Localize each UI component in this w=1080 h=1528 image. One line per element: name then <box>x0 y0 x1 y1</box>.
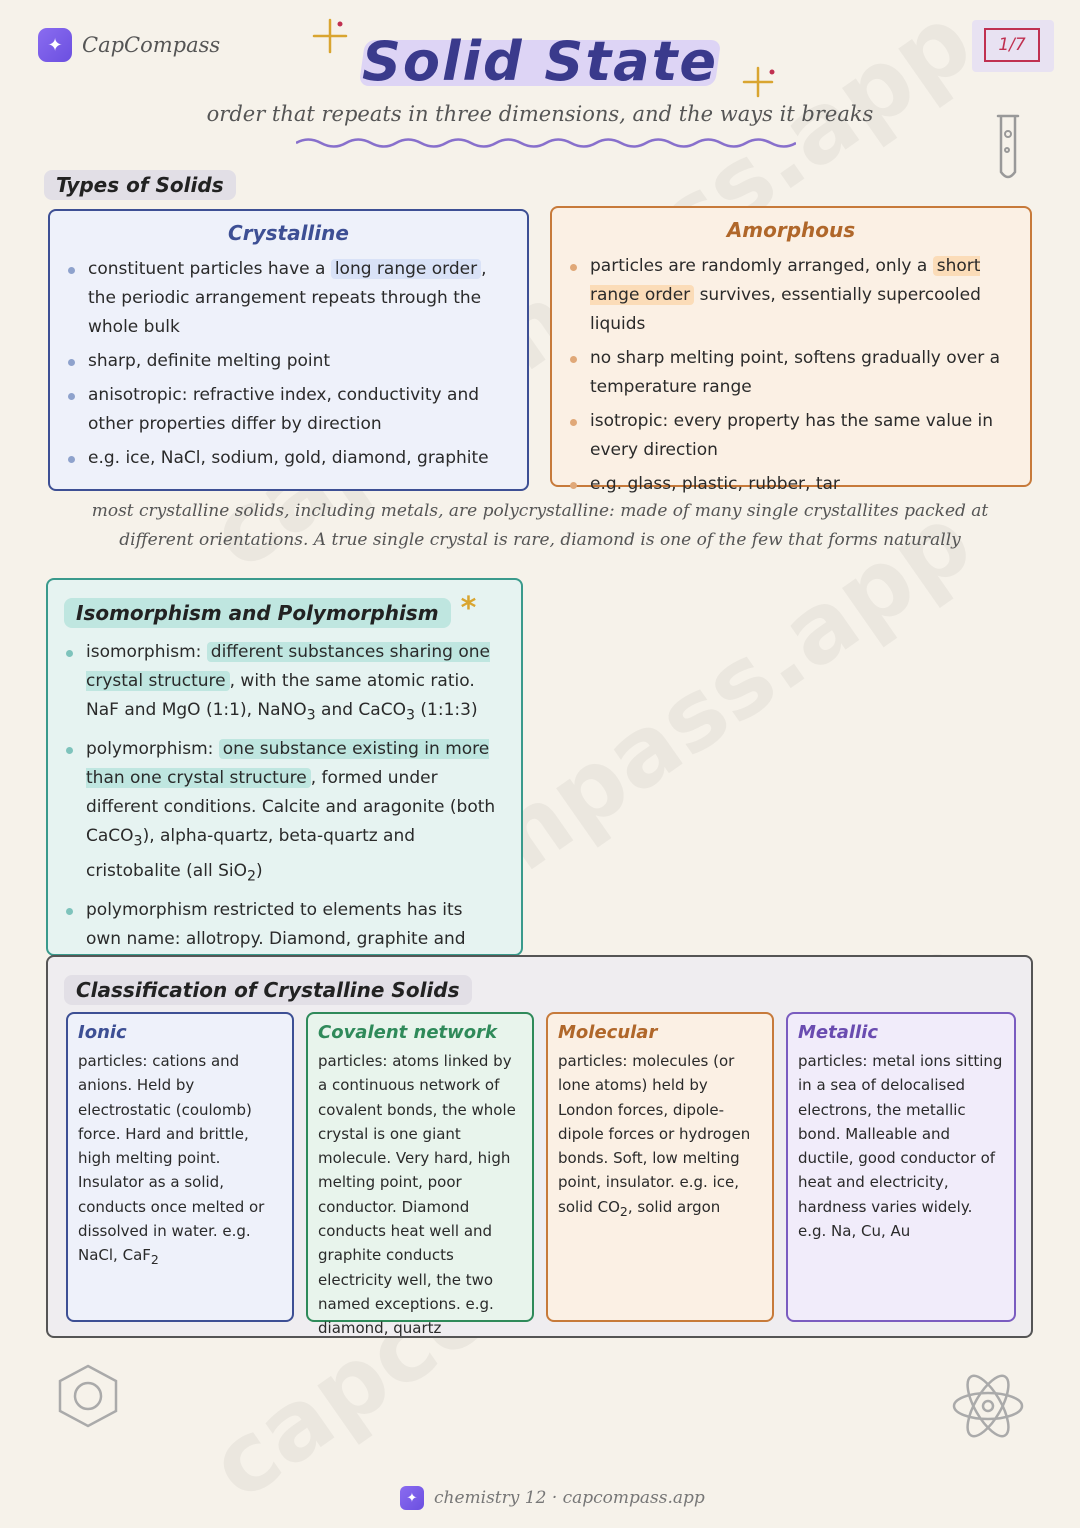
covalent-card <box>306 1012 534 1338</box>
list-item: anisotropic: refractive index, conductivity and other properties differ by direction <box>66 381 511 439</box>
list-item: e.g. ice, NaCl, sodium, gold, diamond, graphite <box>66 444 511 473</box>
covalent-title: Covalent network <box>318 1022 497 1043</box>
iso-list <box>64 638 503 983</box>
list-item: isotropic: every property has the same value in every direction <box>568 407 1014 465</box>
brand-name: CapCompass <box>82 33 221 57</box>
polycrystalline-note: most crystalline solids, including metals, are polycrystalline: made of many single crystallites packed at different orientations. A true single crystal is rare, diamond is one of the few that forms naturally <box>91 501 989 550</box>
metallic-text: particles: metal ions sitting in a sea of delocalised electrons, the metallic bond. Malleable and ductile, good conductor of heat and electricity, hardness varies widely. e.g. Na, Cu, Au <box>798 1052 1003 1241</box>
compass-icon: ✦ <box>400 1486 424 1510</box>
iso-card <box>46 578 523 956</box>
molecular-card <box>546 1012 774 1322</box>
ionic-title: Ionic <box>78 1022 127 1043</box>
list-item: constituent particles have a long range order , the periodic arrangement repeats through the whole bulk <box>66 255 511 342</box>
list-item: particles are randomly arranged, only a short range order survives, essentially supercooled liquids <box>568 252 1014 339</box>
iso-header <box>64 591 503 628</box>
molecular-title: Molecular <box>558 1022 658 1043</box>
page-number-badge: 1/7 <box>972 20 1054 72</box>
sparkle-icon <box>310 16 350 56</box>
star-icon: * <box>460 591 477 626</box>
footer[interactable] <box>400 1486 705 1510</box>
brand[interactable] <box>38 28 220 62</box>
ionic-card <box>66 1012 294 1322</box>
amorphous-title: Amorphous <box>726 218 856 242</box>
list-item: no sharp melting point, softens gradually over a temperature range <box>568 344 1014 402</box>
sparkle-icon <box>740 62 780 102</box>
covalent-text: particles: atoms linked by a continuous network of covalent bonds, the whole crystal is one giant molecule. Very hard, high melting point, poor conductor. Diamond conducts heat well and graphite conducts electricity well, the two named exceptions. e.g. diamond, quartz <box>318 1052 516 1338</box>
hexagon-icon <box>56 1362 120 1430</box>
list-item: isomorphism: different substances sharing one crystal structure , with the same atomic ratio. NaF and MgO (1:1), NaNO$_3$ and CaCO$_3$ (1:1:3) <box>64 638 503 730</box>
metallic-card <box>786 1012 1016 1322</box>
test-tube-icon <box>990 110 1026 184</box>
crystalline-title: Crystalline <box>228 221 349 245</box>
section-tag-classification: Classification of Crystalline Solids <box>64 975 472 1005</box>
amorphous-card <box>550 206 1032 494</box>
crystalline-list <box>66 255 511 473</box>
amorphous-list <box>568 252 1014 499</box>
molecular-text: particles: molecules (or lone atoms) held by London forces, dipole-dipole forces or hydrogen bonds. Soft, low melting point, insulator. e.g. ice, solid $CO_2$, solid argon <box>558 1052 751 1219</box>
crystalline-card <box>48 209 529 491</box>
atom-icon <box>950 1368 1026 1444</box>
page-title: Solid State <box>360 30 720 94</box>
page-subtitle: order that repeats in three dimensions, and the ways it breaks <box>206 102 874 126</box>
section-tag-types: Types of Solids <box>44 170 236 200</box>
footer-text: chemistry 12 · capcompass.app <box>434 1488 705 1508</box>
list-item: sharp, definite melting point <box>66 347 511 376</box>
ionic-text: particles: cations and anions. Held by electrostatic (coulomb) force. Hard and brittle, high melting point. Insulator as a solid, conducts once melted or dissolved in water. e.g. NaCl, CaF$_2$ <box>78 1052 265 1268</box>
list-item: polymorphism restricted to elements has its own name: allotropy. Diamond, graphite and <box>64 896 503 983</box>
wavy-underline <box>296 136 796 150</box>
list-item: polymorphism: one substance existing in more than one crystal structure , formed under different conditions. Calcite and aragonite (both CaCO$_3$), alpha-quartz, beta-quartz and cristobalite (all SiO$_2$) <box>64 735 503 891</box>
section-tag-iso: Isomorphism and Polymorphism <box>64 598 451 628</box>
list-item: e.g. glass, plastic, rubber, tar <box>568 470 1014 499</box>
compass-icon: ✦ <box>38 28 72 62</box>
metallic-title: Metallic <box>798 1022 879 1043</box>
